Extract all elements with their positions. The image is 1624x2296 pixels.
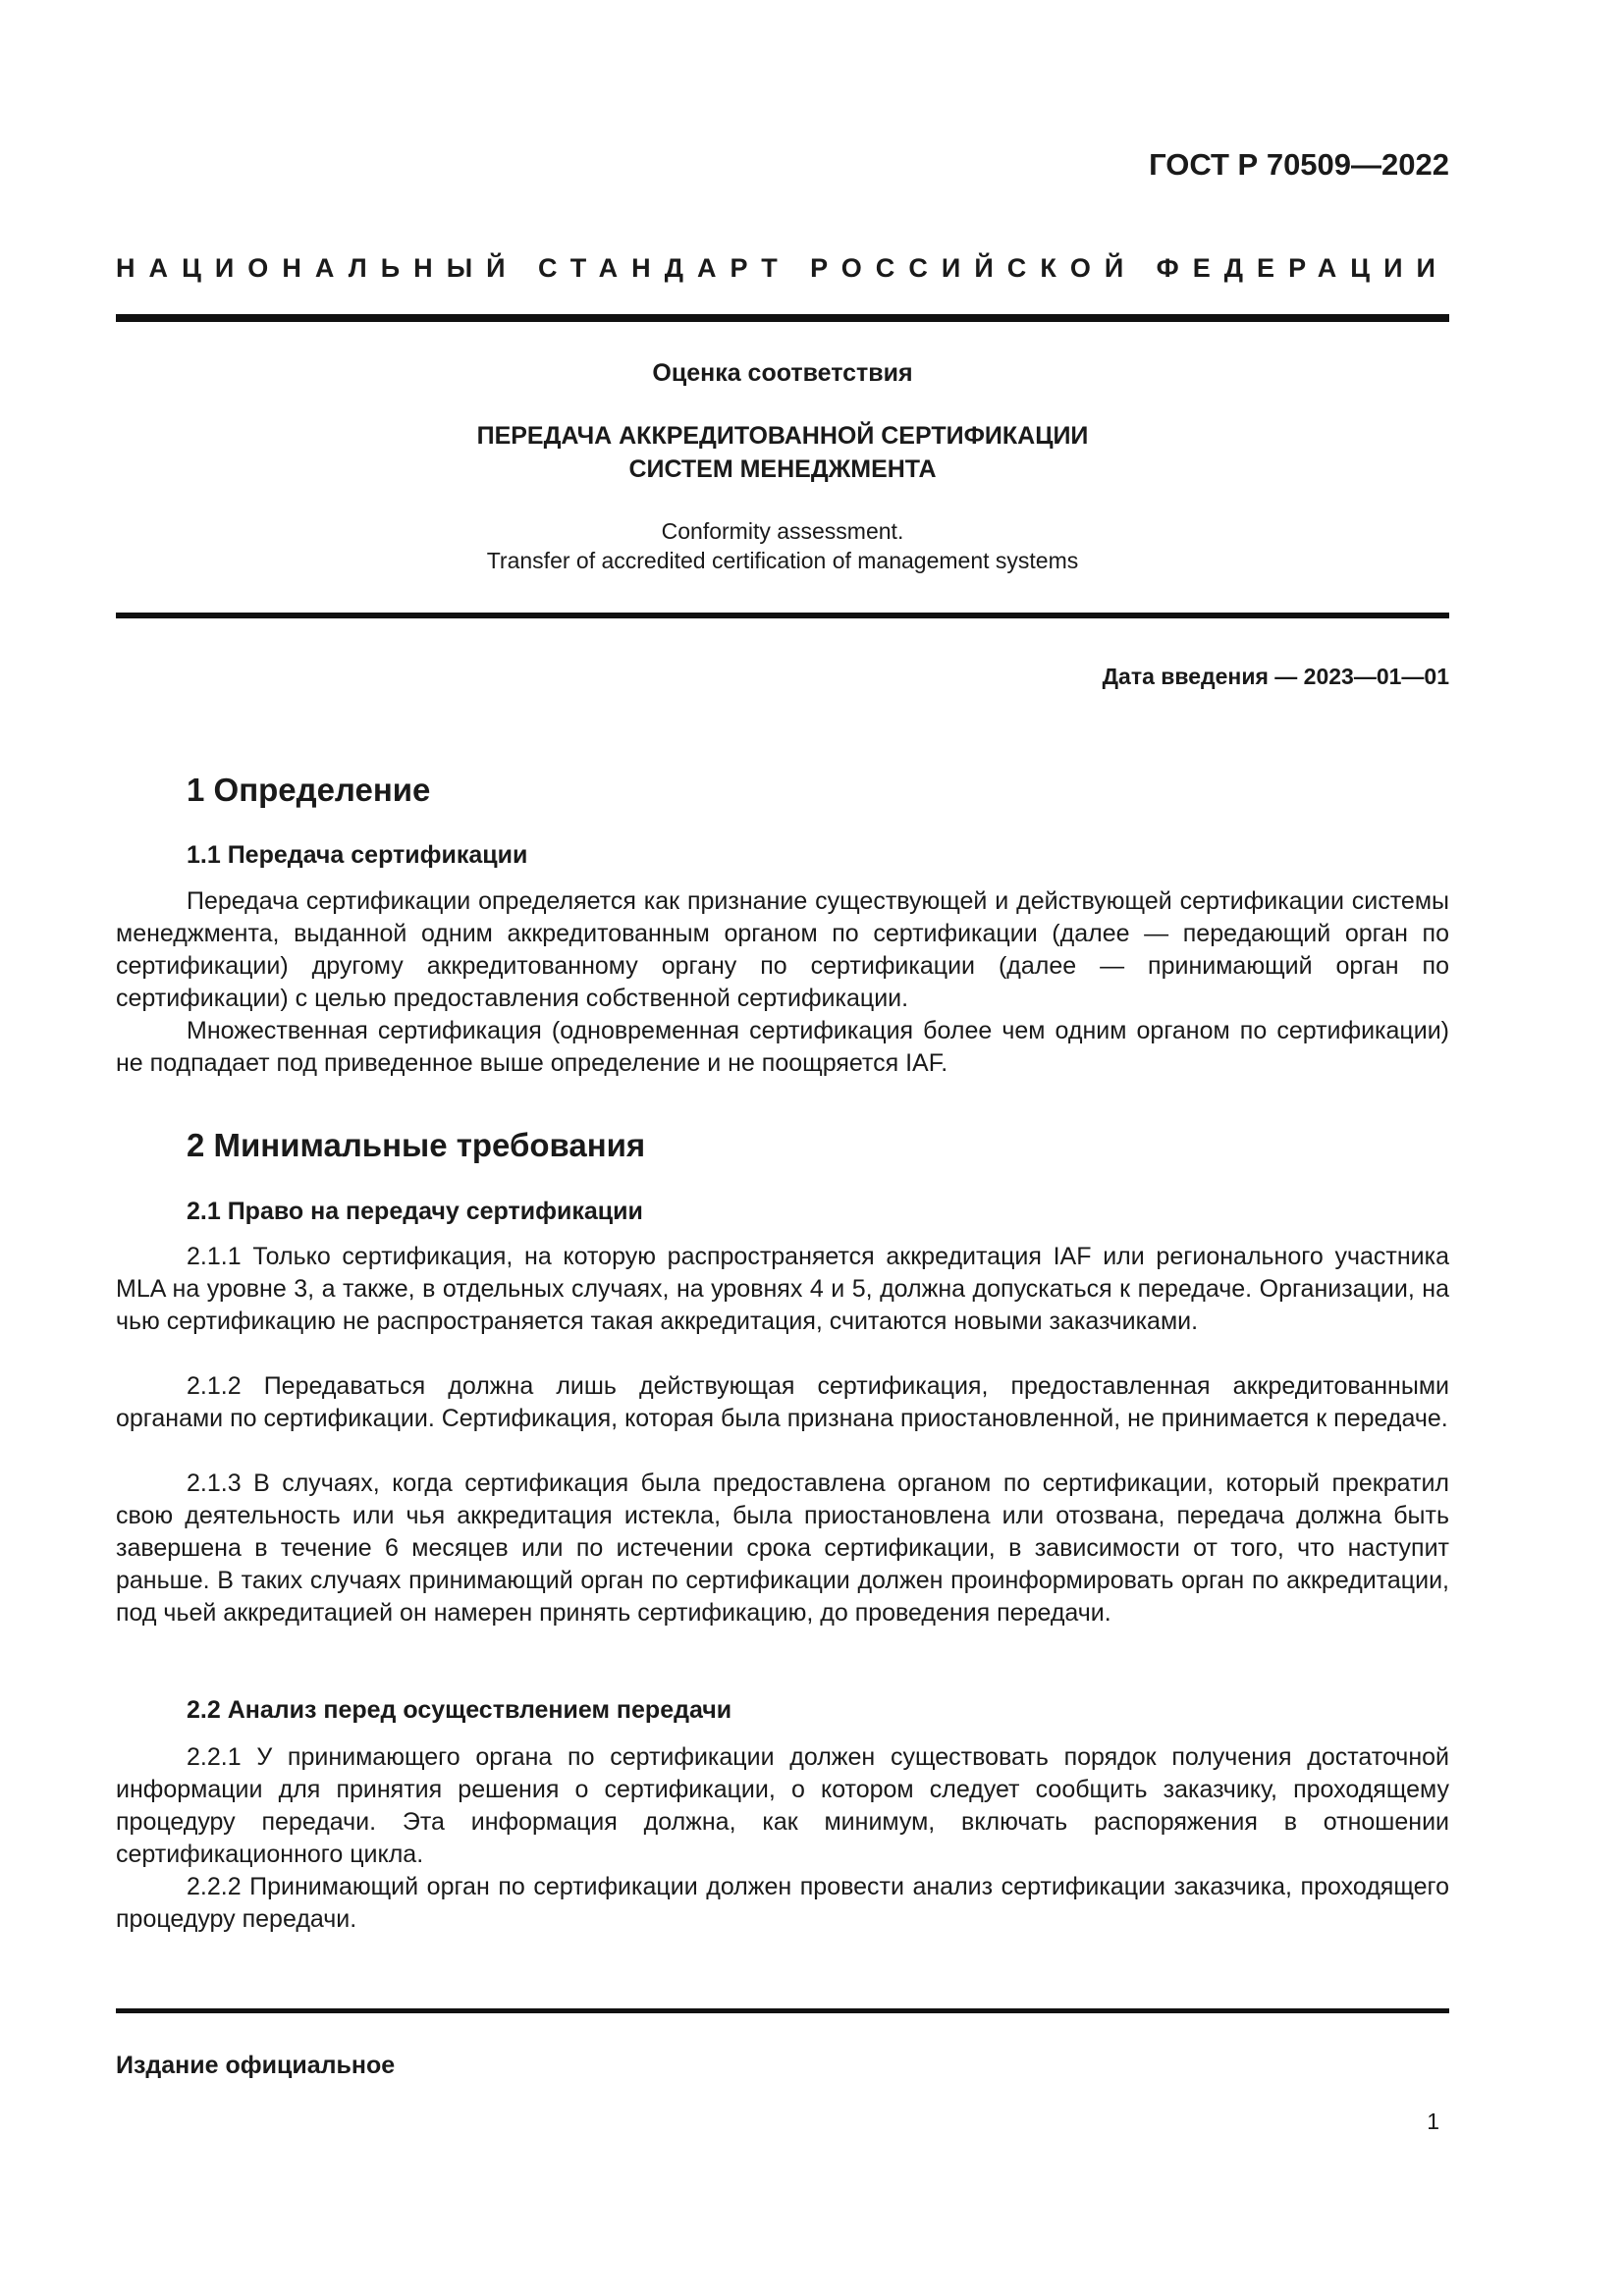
paragraph: Множественная сертификация (одновременная сертификация более чем одним органом по сертификации) не подпадает под приведенное выше определение и не поощряется IAF. (116, 1017, 1449, 1077)
introduction-date: Дата введения — 2023—01—01 (1102, 664, 1449, 689)
english-title-line-2: Transfer of accredited certification of management systems (486, 548, 1079, 573)
subsection-heading: 2.2 Анализ перед осуществлением передачи (187, 1696, 732, 1724)
document-subject: Оценка соответствия (652, 359, 913, 387)
top-divider (116, 314, 1449, 322)
document-title-line-1: ПЕРЕДАЧА АККРЕДИТОВАННОЙ СЕРТИФИКАЦИИ (476, 422, 1089, 450)
subsection-heading: 1.1 Передача сертификации (187, 841, 528, 869)
section-heading: 2 Минимальные требования (187, 1127, 646, 1163)
paragraph: 2.1.1 Только сертификация, на которую распространяется аккредитация IAF или регионального участника MLA на уровне 3, а также, в отдельных случаях, на уровнях 4 и 5, должна допускаться к передаче. Организации, на чью сертификацию не распространяется такая аккредитация, считаются новыми заказчиками. (116, 1243, 1449, 1335)
document-number: ГОСТ Р 70509—2022 (1149, 147, 1449, 182)
page-number: 1 (1427, 2109, 1439, 2134)
national-word: РОССИЙСКОЙ (810, 253, 1138, 283)
footer-divider (116, 2008, 1449, 2013)
section-heading: 1 Определение (187, 772, 431, 808)
national-word: ФЕДЕРАЦИИ (1156, 253, 1449, 283)
paragraph: Передача сертификации определяется как признание существующей и действующей сертификации системы менеджмента, выданной одним аккредитованным органом по сертификации (далее — передающий орган по сертификации) другому аккредитованному органу по сертификации (далее — принимающий орган по сертификации) с целью предоставления собственной сертификации. (116, 887, 1449, 1012)
national-word: НАЦИОНАЛЬНЫЙ (116, 253, 519, 283)
title-divider (116, 613, 1449, 618)
national-standard-heading (116, 253, 1449, 284)
document-title-line-2: СИСТЕМ МЕНЕДЖМЕНТА (628, 455, 937, 483)
paragraph: 2.2.2 Принимающий орган по сертификации должен провести анализ сертификации заказчика, проходящего процедуру передачи. (116, 1873, 1449, 1933)
paragraph: 2.1.2 Передаваться должна лишь действующая сертификация, предоставленная аккредитованными органами по сертификации. Сертификация, которая была признана приостановленной, не принимается к передаче. (116, 1372, 1449, 1432)
national-word: СТАНДАРТ (537, 253, 791, 283)
paragraph: 2.2.1 У принимающего органа по сертификации должен существовать порядок получения достаточной информации для принятия решения о сертификации, о котором следует сообщить заказчику, проходящему процедуру передачи. Эта информация должна, как минимум, включать распоряжения в отношении сертификационного цикла. (116, 1743, 1449, 1868)
official-edition-label: Издание официальное (116, 2052, 396, 2079)
subsection-heading: 2.1 Право на передачу сертификации (187, 1198, 643, 1225)
english-title-line-1: Conformity assessment. (661, 518, 904, 544)
paragraph: 2.1.3 В случаях, когда сертификация была предоставлена органом по сертификации, который прекратил свою деятельность или чья аккредитация истекла, была приостановлена или отозвана, передача должна быть завершена в течение 6 месяцев или по истечении срока сертификации, в зависимости от того, что наступит раньше. В таких случаях принимающий орган по сертификации должен проинформировать орган по аккредитации, под чьей аккредитацией он намерен принять сертификацию, до проведения передачи. (116, 1469, 1449, 1627)
